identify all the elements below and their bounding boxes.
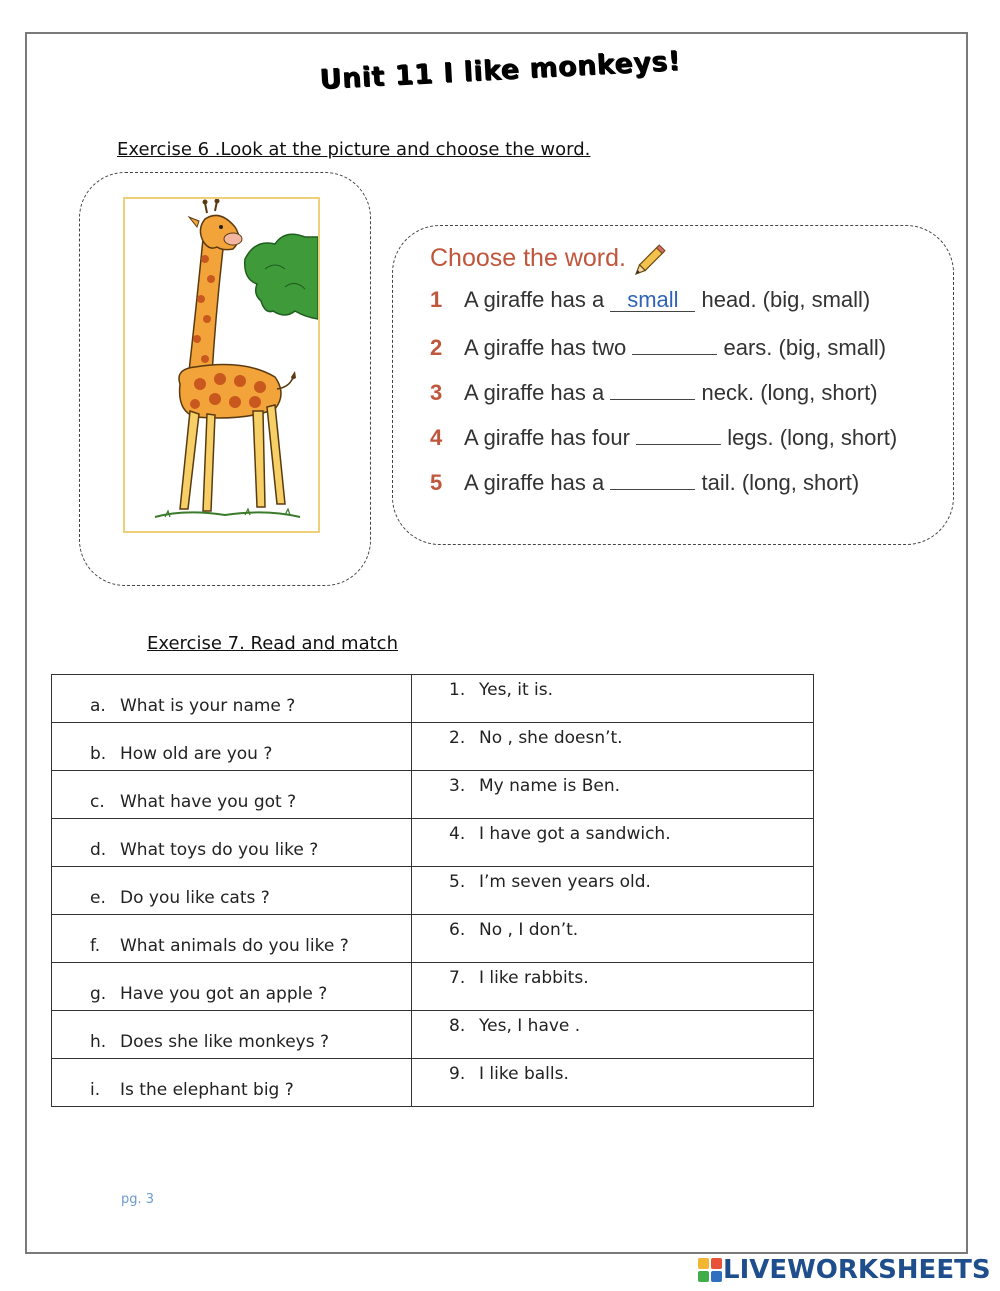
question-text: How old are you ? [120, 744, 273, 764]
table-row [52, 867, 814, 915]
question-label: i. [90, 1080, 101, 1100]
question-label: a. [90, 696, 106, 716]
table-row [52, 819, 814, 867]
giraffe-illustration [125, 199, 318, 531]
item-text-before: A giraffe has a [464, 287, 605, 312]
answer-label: 3. [449, 776, 466, 796]
question-cell[interactable] [52, 1059, 412, 1107]
answer-blank-1[interactable]: small [610, 289, 695, 312]
answer-label: 8. [449, 1016, 466, 1036]
answer-cell[interactable] [412, 675, 814, 723]
choose-word-title: Choose the word. [430, 244, 626, 272]
answer-text: I’m seven years old. [479, 872, 651, 892]
item-number: 1 [430, 287, 443, 312]
answer-label: 5. [449, 872, 466, 892]
item-number: 3 [430, 380, 443, 405]
item-number: 4 [430, 425, 443, 450]
answer-text: My name is Ben. [479, 776, 621, 796]
question-text: What toys do you like ? [120, 840, 319, 860]
liveworksheets-logo [697, 1255, 991, 1285]
question-cell[interactable] [52, 771, 412, 819]
table-row [52, 915, 814, 963]
question-cell[interactable] [52, 963, 412, 1011]
table-row [52, 771, 814, 819]
question-text: Is the elephant big ? [120, 1080, 294, 1100]
pencil-icon [628, 242, 668, 282]
answer-cell[interactable] [412, 723, 814, 771]
answer-label: 1. [449, 680, 466, 700]
match-table [51, 674, 814, 1107]
question-cell[interactable] [52, 1011, 412, 1059]
table-row [52, 1059, 814, 1107]
question-text: What is your name ? [120, 696, 296, 716]
answer-blank-4[interactable] [636, 422, 721, 445]
choose-item-1 [430, 287, 870, 313]
choose-item-4 [430, 422, 897, 451]
item-text-after: ears. (big, small) [723, 335, 887, 360]
answer-cell[interactable] [412, 867, 814, 915]
question-cell[interactable] [52, 915, 412, 963]
answer-label: 2. [449, 728, 466, 748]
table-row [52, 963, 814, 1011]
item-text-after: tail. (long, short) [701, 470, 860, 495]
answer-text: Yes, I have . [479, 1016, 581, 1036]
item-number: 5 [430, 470, 443, 495]
question-label: c. [90, 792, 105, 812]
answer-label: 9. [449, 1064, 466, 1084]
answer-text: No , I don’t. [479, 920, 579, 940]
choose-item-2 [430, 332, 886, 361]
answer-blank-3[interactable] [610, 377, 695, 400]
answer-blank-2[interactable] [632, 332, 717, 355]
exercise6-heading: Exercise 6 .Look at the picture and choose the word. [117, 139, 591, 160]
question-label: e. [90, 888, 106, 908]
table-row [52, 1011, 814, 1059]
page-number: pg. 3 [121, 1192, 155, 1207]
table-row [52, 675, 814, 723]
answer-cell[interactable] [412, 819, 814, 867]
liveworksheets-wordmark: LIVEWORKSHEETS [723, 1255, 991, 1285]
question-label: d. [90, 840, 107, 860]
question-text: What animals do you like ? [120, 936, 349, 956]
question-cell[interactable] [52, 819, 412, 867]
choose-item-3 [430, 377, 878, 406]
answer-text: I like balls. [479, 1064, 569, 1084]
question-text: Have you got an apple ? [120, 984, 328, 1004]
question-label: b. [90, 744, 107, 764]
question-label: h. [90, 1032, 107, 1052]
answer-text: I have got a sandwich. [479, 824, 671, 844]
answer-label: 6. [449, 920, 466, 940]
question-cell[interactable] [52, 723, 412, 771]
answer-cell[interactable] [412, 915, 814, 963]
item-text-after: head. (big, small) [701, 287, 871, 312]
item-text-after: neck. (long, short) [701, 380, 878, 405]
item-text-after: legs. (long, short) [727, 425, 898, 450]
answer-cell[interactable] [412, 1059, 814, 1107]
giraffe-picture [123, 197, 320, 533]
choose-item-5 [430, 467, 859, 496]
answer-cell[interactable] [412, 1011, 814, 1059]
item-text-before: A giraffe has a [464, 380, 605, 405]
question-label: g. [90, 984, 107, 1004]
answer-text: No , she doesn’t. [479, 728, 623, 748]
question-text: What have you got ? [120, 792, 297, 812]
question-text: Do you like cats ? [120, 888, 270, 908]
question-text: Does she like monkeys ? [120, 1032, 330, 1052]
answer-text: Yes, it is. [479, 680, 554, 700]
answer-label: 4. [449, 824, 466, 844]
question-cell[interactable] [52, 675, 412, 723]
answer-text: I like rabbits. [479, 968, 589, 988]
liveworksheets-logo-icon [697, 1257, 723, 1283]
item-text-before: A giraffe has four [464, 425, 630, 450]
exercise7-heading: Exercise 7. Read and match [147, 633, 398, 654]
item-text-before: A giraffe has a [464, 470, 605, 495]
answer-label: 7. [449, 968, 466, 988]
item-number: 2 [430, 335, 443, 360]
answer-blank-5[interactable] [610, 467, 695, 490]
item-text-before: A giraffe has two [464, 335, 627, 360]
answer-cell[interactable] [412, 963, 814, 1011]
question-cell[interactable] [52, 867, 412, 915]
page-title: Unit 11 I like monkeys! [318, 45, 682, 96]
answer-cell[interactable] [412, 771, 814, 819]
question-label: f. [90, 936, 101, 956]
table-row [52, 723, 814, 771]
